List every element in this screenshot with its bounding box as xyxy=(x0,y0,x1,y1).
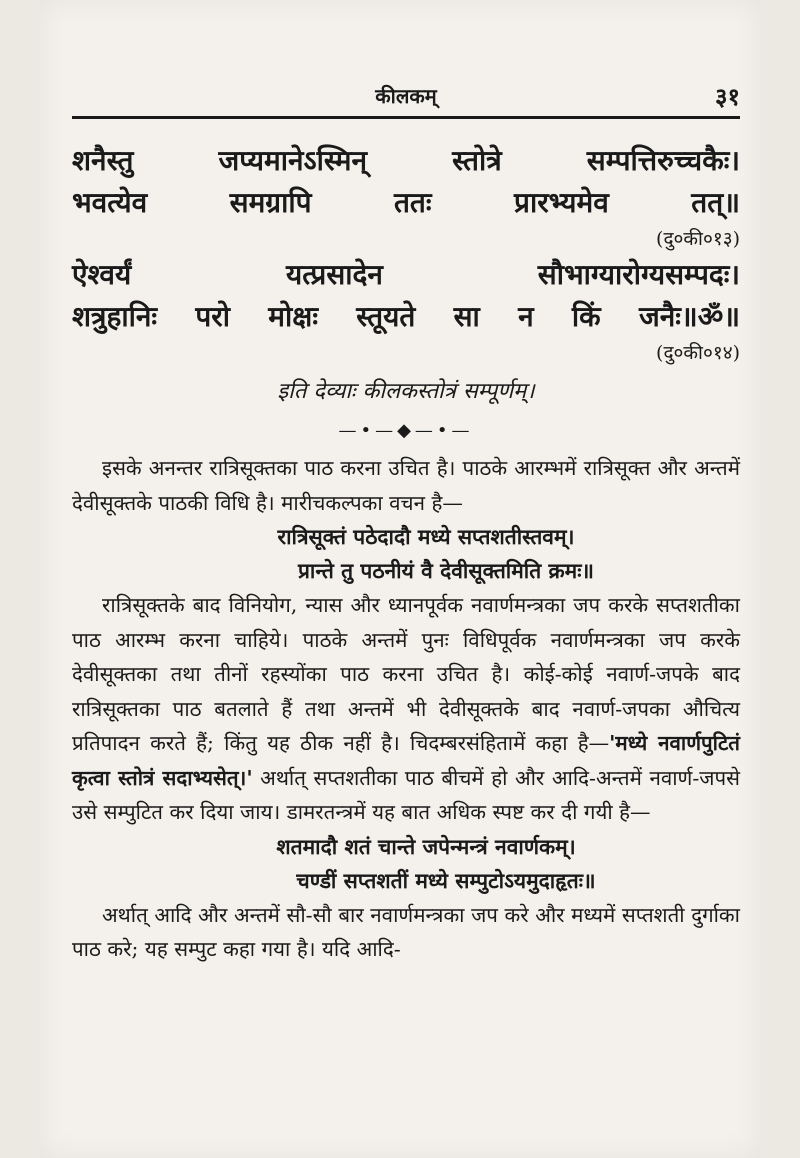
ornament-divider: —•—◆—•— xyxy=(338,420,474,441)
quoted-verse-line: चण्डीं सप्तशतीं मध्ये सम्पुटोऽयमुदाहृतः॥ xyxy=(296,867,596,893)
book-page xyxy=(40,0,760,1158)
page-number: ३१ xyxy=(715,82,740,111)
verse-line: शत्रुहानिः परो मोक्षः स्तूयते सा न किं जनैः॥ॐ॥ xyxy=(72,300,740,333)
paragraph: इसके अनन्तर रात्रिसूक्तका पाठ करना उचित है। पाठके आरम्भमें रात्रिसूक्त और अन्तमें देवीसूक्तके पाठकी विधि है। मारीचकल्पका वचन है— xyxy=(72,456,740,515)
verse-line: ऐश्वर्यं यत्प्रसादेन सौभाग्यारोग्यसम्पदः। xyxy=(72,258,740,291)
page-header xyxy=(72,82,740,119)
paragraph-text: अर्थात् सप्तशतीका पाठ बीचमें हो और आदि-अन्तमें नवार्ण-जपसे उसे सम्पुटित कर दिया जाय। डामरतन्त्रमें यह बात अधिक स्पष्ट कर दी गयी है— xyxy=(72,765,740,824)
verse-block xyxy=(72,140,740,254)
quoted-verse-line: प्रान्ते तु पठनीयं वै देवीसूक्तमिति क्रमः॥ xyxy=(297,558,595,583)
running-title: कीलकम् xyxy=(375,84,437,108)
paragraph xyxy=(72,588,740,830)
verse-block xyxy=(72,254,740,368)
paragraph-text: रात्रिसूक्तके बाद विनियोग, न्यास और ध्यानपूर्वक नवार्णमन्त्रका जप करके सप्तशतीका पाठ आरम्भ करना चाहिये। पाठके अन्तमें पुनः विधिपूर्वक नवार्णमन्त्रका जप करके देवीसूक्तका तथा तीनों रहस्योंका पाठ करना उचित है। कोई-कोई नवार्ण-जपके बाद रात्रिसूक्तका पाठ बतलाते हैं तथा अन्तमें भी देवीसूक्तके बाद नवार्ण-जपका औचित्य प्रतिपादन करते हैं; किंतु यह ठीक नहीं है। चिदम्बरसंहितामें कहा है— xyxy=(72,593,740,755)
verse-line: भवत्येव समग्रापि ततः प्रारभ्यमेव तत्॥ xyxy=(72,186,740,219)
verse-reference: (दु०की०१४) xyxy=(656,342,740,364)
verse-line: शनैस्तु जप्यमानेऽस्मिन् स्तोत्रे सम्पत्तिरुच्चकैः। xyxy=(72,144,740,177)
page-content xyxy=(72,140,740,967)
inline-quote: 'मध्ये नवार्णपुटितं कृत्वा स्तोत्रं सदाभ्यसेत्।' xyxy=(72,731,740,790)
paragraph: अर्थात् आदि और अन्तमें सौ-सौ बार नवार्णमन्त्रका जप करे और मध्यमें सप्तशती दुर्गाका पाठ करे; यह सम्पुट कहा गया है। यदि आदि- xyxy=(72,902,740,961)
colophon: इति देव्याः कीलकस्तोत्रं सम्पूर्णम्। xyxy=(277,379,535,404)
quoted-verse-line: रात्रिसूक्तं पठेदादौ मध्ये सप्तशतीस्तवम्। xyxy=(277,524,575,549)
quoted-verse-line: शतमादौ शतं चान्ते जपेन्मन्त्रं नवार्णकम्। xyxy=(276,833,576,859)
verse-reference: (दु०की०१३) xyxy=(656,228,740,250)
